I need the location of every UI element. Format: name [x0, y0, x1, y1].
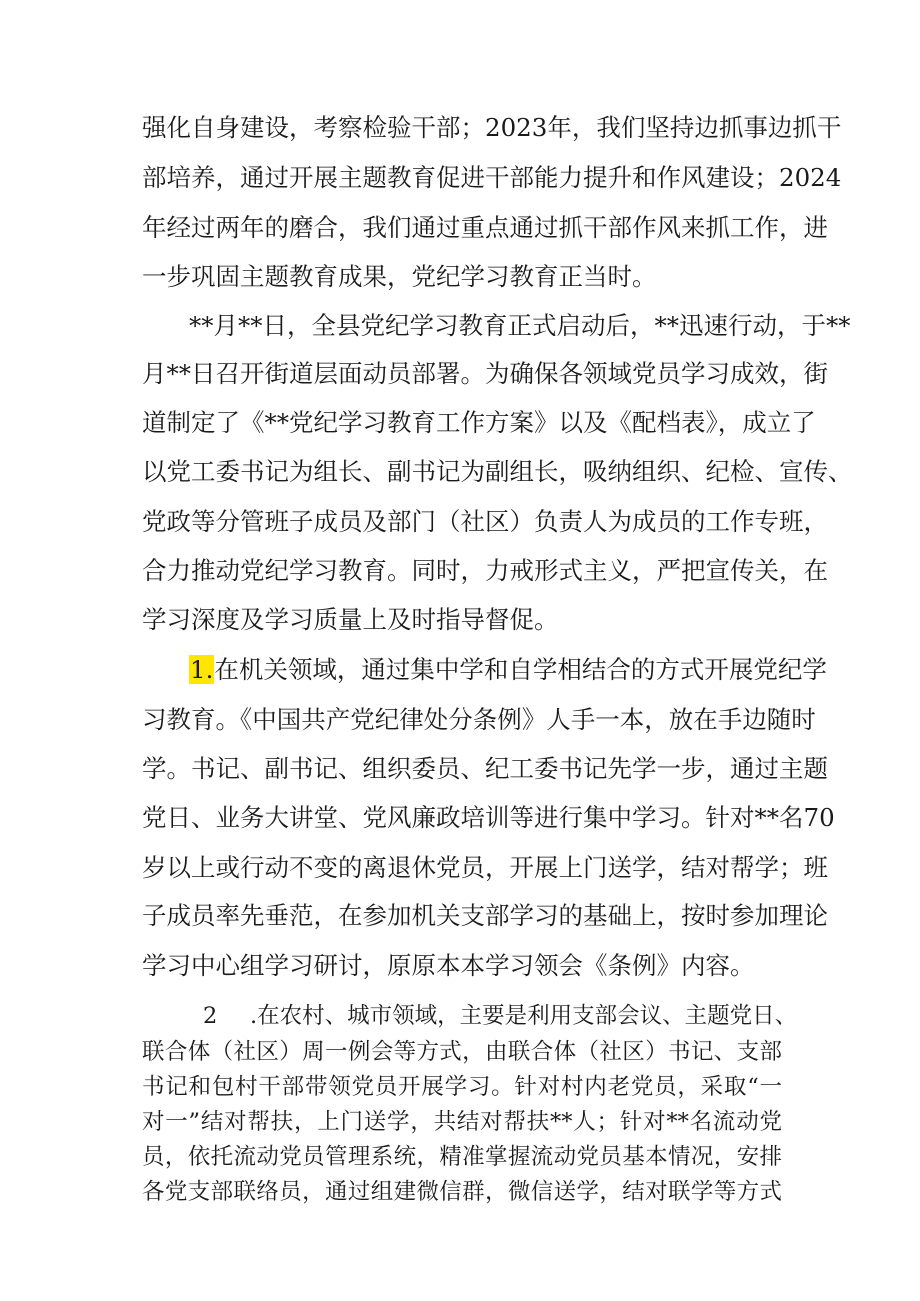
text-line: 党政等分管班子成员及部门（社区）负责人为成员的工作专班，: [142, 507, 828, 536]
text-line: 强化自身建设，考察检验干部；2023年，我们坚持边抓事边抓干: [142, 113, 842, 142]
text-line: 部培养，通过开展主题教育促进干部能力提升和作风建设；2024: [142, 163, 842, 192]
paragraph-4-first-line: .在农村、城市领域，主要是利用支部会议、主题党日、: [250, 1003, 798, 1029]
text-line: 联合体（社区）周一例会等方式，由联合体（社区）书记、支部: [142, 1039, 782, 1065]
text-line: 党日、业务大讲堂、党风廉政培训等进行集中学习。针对**名70: [142, 803, 835, 832]
text-line: 年经过两年的磨合，我们通过重点通过抓干部作风来抓工作，进: [142, 213, 828, 242]
text-line: 道制定了《**党纪学习教育工作方案》以及《配档表》，成立了: [142, 408, 816, 437]
text-line: 一步巩固主题教育成果，党纪学习教育正当时。: [142, 262, 657, 291]
text-line: 学习深度及学习质量上及时指导督促。: [142, 605, 559, 634]
text-line: 合力推动党纪学习教育。同时，力戒形式主义，严把宣传关，在: [142, 556, 828, 585]
paragraph-3-first-line: 在机关领域，通过集中学和自学相结合的方式开展党纪学: [214, 655, 827, 684]
text-line: [189, 655, 827, 685]
text-line: **月**日，全县党纪学习教育正式启动后，**迅速行动，于**: [189, 311, 851, 340]
text-line: 子成员率先垂范，在参加机关支部学习的基础上，按时参加理论: [142, 901, 828, 930]
paragraph-number: 2: [203, 1003, 218, 1029]
text-line: 学。书记、副书记、组织委员、纪工委书记先学一步，通过主题: [142, 754, 828, 783]
text-line: 以党工委书记为组长、副书记为副组长，吸纳组织、纪检、宣传、: [142, 457, 853, 486]
text-line: 月**日召开街道层面动员部署。为确保各领域党员学习成效，街: [142, 359, 828, 388]
text-line: 岁以上或行动不变的离退休党员，开展上门送学，结对帮学；班: [142, 853, 828, 882]
text-line: 书记和包村干部带领党员开展学习。针对村内老党员，采取“一: [142, 1074, 782, 1100]
text-line: 各党支部联络员，通过组建微信群，微信送学，结对联学等方式: [142, 1179, 782, 1205]
text-line: 学习中心组学习研讨，原原本本学习领会《条例》内容。: [142, 951, 755, 980]
highlighted-number: 1.: [190, 655, 214, 684]
text-line: 对一”结对帮扶，上门送学，共结对帮扶**人；针对**名流动党: [142, 1109, 782, 1135]
text-line: 习教育。《中国共产党纪律处分条例》人手一本，放在手边随时: [142, 705, 816, 734]
text-line: 员，依托流动党员管理系统，精准掌握流动党员基本情况，安排: [142, 1144, 782, 1170]
